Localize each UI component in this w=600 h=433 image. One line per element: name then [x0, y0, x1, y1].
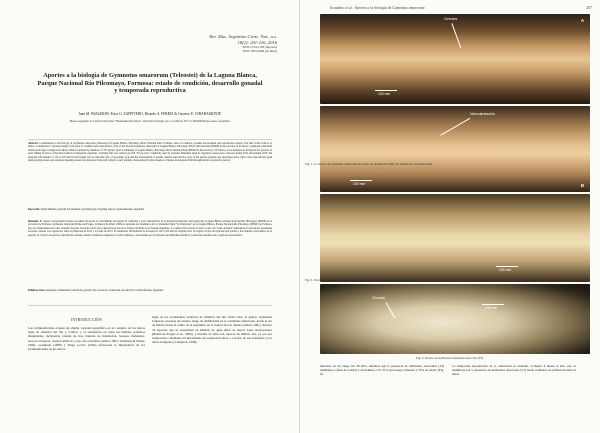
callout-vascularizacion: Vascularización [470, 112, 495, 116]
figure-2-caption: Fig. 2. Ovario de Gymnotus omarorum en estado maduración avanzada o total (IV–V). [305, 278, 413, 282]
article-title: Aportes a la biología de Gymnotus omarorum (Teleostei) de la Laguna Blanca, Parque Nacional Río Pilcomayo, Formosa: estado de condición, desarrollo gonadal y temporada reproductiva [37, 72, 263, 95]
body-column-1: muestreo en un rango del 38–44%, mientras que la presencia de individuos desovados (VI) disminuye a fines de octubre y noviembre a 25–31% para luego remontar a 33% en marzo (Fig. 9). [320, 364, 444, 377]
scale-text-2: 100 mm [499, 268, 512, 272]
callout-gonada: Gónada [372, 296, 385, 300]
resumen-text: El objetivo del presente trabajo es realizar un aporte al conocimiento del estado de condición y ciclo reproductivo de la morena (Gymnotus omarorum) de la Laguna Blanca, Parque Nacional Río Pilcomayo (PNRP) de la provincia de Formosa. Gymnotus omarorum Richer-de-Forges, Crampton & Albert, 2009 es capturada por miembros de la Comunidad Qom "La Primavera" en la Laguna Blanca, Parque Nacional Río Pilcomayo (PNRP) de Formosa, para su comercialización como carnada viva para la práctica de la pesca deportiva en ríos de la Cuenca del Plata en el Noreste Argentino. La captura de los peces se llevó a cabo con "redes de mano" utilizadas por pescadores artesanales en zonas costeras con vegetación, entre la primavera de 2012 y el otoño de 2013. Se analizaron 106 hembras de morenas de 120 a 325 mm de longitud total. Se registró el tipo de reproducción parcial o fraccionada característica de la especie. Se observó un período reproductivo extenso, desde la primavera temprana al otoño temprano, caracterizado por la presencia de individuos maduros y desovados durante todo el período reproductivo. [28, 220, 272, 237]
journal-issn-online: ISSN 1853-0400 (en línea) [242, 49, 277, 54]
divider-top [28, 139, 272, 140]
scale-bar-2 [496, 266, 518, 267]
callout-line-vascularizacion [440, 118, 470, 136]
abstract-label: Abstract: [28, 142, 39, 145]
keywords-label: Keywords: [28, 208, 41, 211]
scale-text-3: 100 mm [485, 306, 498, 310]
keywords-text: inland fisheries; gonadal development; spawning type; breeding season; Gymnotiformes, Argentina. [40, 208, 145, 211]
abstract-text: Contributions to the biology of Gymnotus omarorum (Teleostei) of Laguna Blanca, Pilcomayo River National Park, Formosa: state of condition, gonadal development and reproductive season. The aim of this work is to make a contribution to the knowledge of the state of condition and reproductive cycle of the morena Gymnotus omarorum of Laguna Blanca, Pilcomayo River National Park (PNRP) in the province of Formosa. Gymnotus omarorum Richer-de-Forges, Crampton & Albert, 2009 is captured by members of "El Spring" Qom Community at Laguna Blanca, Pilcomayo River National Park (PNRP) in the province of Formosa, to be marketed as living bait for practice of sport fishing in rivers of the Plata basin in northeastern Argentina. Catching fish was carried out with "Scoop nets" commonly used by artisanal fishermen Qom in vegetated coastal areas, between spring 2012 and autumn 2013. We analyzed 106 females of 120 to 325 mm in total length. We recorded the type of spawning cycle and the development of gonads. Annual reproductive cycle of the species presents one spawning period with a clear reproduction peak during spring season. An extensive breeding season was detected, from early spring to early autumn, characterized by the presence of mature and spawned fish throughout the reproductive period. [28, 142, 272, 163]
divider-bottom [28, 305, 272, 306]
figure-3-photo [320, 284, 590, 354]
intro-column-right: bajas de los ecosistemas acuáticos de América del Sur. Entre ellos, el género Gymnotus Linnaeus, presenta un extenso rango de distribución en el continente americano, desde el sur de México hasta el centro de la Argentina, en la cuenca del río Salado (Albert, 2001). Incluye 34 especies que se encuentran en hábitats de agua dulce de tierras bajas neotropicales (Richer-de-Forges et al., 2009), y muchas de ellas son capaces de utilizar aire, ya sea por respiración o mediante un mecanismo de respiración aérea o a través de sus branquias ya lo tolere la hipoxia (Crampton, 1998). [152, 315, 272, 345]
figure-1-caption: Fig. 1. A: Ovario de Gymnotus omarorum en estado de maduración (III). B: Detalle de vascularización. [305, 162, 434, 166]
journal-info [157, 34, 277, 54]
palabras-clave-label: Palabras clave: [28, 289, 45, 292]
intro-heading: INTRODUCCIÓN [71, 318, 102, 322]
affiliation: Museo Argentino de Ciencias Naturales "Bernardino Rivadavia", División Ictiología, Av. A. Gallardo 470, C1405DJR Buenos Aires, Argentina. [69, 120, 231, 123]
scale-bar-3 [482, 304, 504, 305]
running-head-text: Iwaszkiw et al.: Aportes a la biología de Gymnotus omarorum [330, 6, 425, 10]
callout-oveolos: Oveolos [444, 17, 458, 21]
page-number: 207 [586, 6, 592, 10]
figure-2-photo [320, 194, 590, 282]
scale-text-1b: 100 mm [353, 182, 366, 186]
callout-line-gonada [386, 302, 396, 318]
panel-label-a: A [580, 18, 584, 23]
right-page [300, 0, 600, 433]
figure-1b-photo [320, 106, 590, 192]
intro-column-left: Los Gymnotiformes ocupan un amplia variedad geográfica en el conjunto de las tierras bajas de América del Sur y Central, y se encuentran en todas las hábitats acuáticos imaginables, incluyendo canales de ríos, llanuras de inundación, bosques inundados, arroyos en tierras, cuerpos lénticos y ríos con corrientes (Albert, 2001; Lundberg & Weber, 1994). Crampton (1998) y Mago Leccia (1994) destacaron la importancia de los Gymnotiformes en las tierras [28, 326, 145, 352]
callout-line-oveolos [452, 23, 462, 48]
authors: Juan M. IWASZKIW, Erica G. ZAPPITERO, Ricardo A. FERRIZ & Gustavo E. CHIARAMONTE [78, 112, 222, 116]
palabras-clave-text: pesquerías continentales; desarrollo gonadal; tipo de desove; temporada reproductiva, Gymnotiformes, Argentina. [45, 289, 164, 292]
journal-name: Rev. Mus. Argentino Cienc. Nat., n.s. [209, 34, 277, 39]
abstract [28, 142, 272, 162]
journal-issn-print: ISSN 1514-5158 (impresa) [242, 45, 277, 50]
running-head [330, 6, 592, 10]
journal-volume: 18(2): 201-216, 2016 [237, 39, 277, 45]
figure-3-caption: Fig. 3. Ovario de Gymnotus omarorum desovado (VI). [416, 356, 484, 360]
scale-bar-1a [375, 90, 397, 91]
scale-text-1a: 100 mm [378, 92, 391, 96]
scale-bar-1b [350, 180, 372, 181]
resumen [28, 220, 272, 237]
figure-1a-photo [320, 14, 590, 104]
panel-label-b: B [580, 183, 584, 188]
palabras-clave [28, 289, 272, 292]
resumen-label: Resumen: [28, 220, 40, 223]
body-column-2: La temporada reproductiva de G. omarorum se extendió, al menos 6 meses al año; esto se manifiesta por la presencia de individuos desovados (VI) desde comienzo de primavera hasta el inicio [452, 364, 576, 377]
keywords [28, 208, 272, 211]
